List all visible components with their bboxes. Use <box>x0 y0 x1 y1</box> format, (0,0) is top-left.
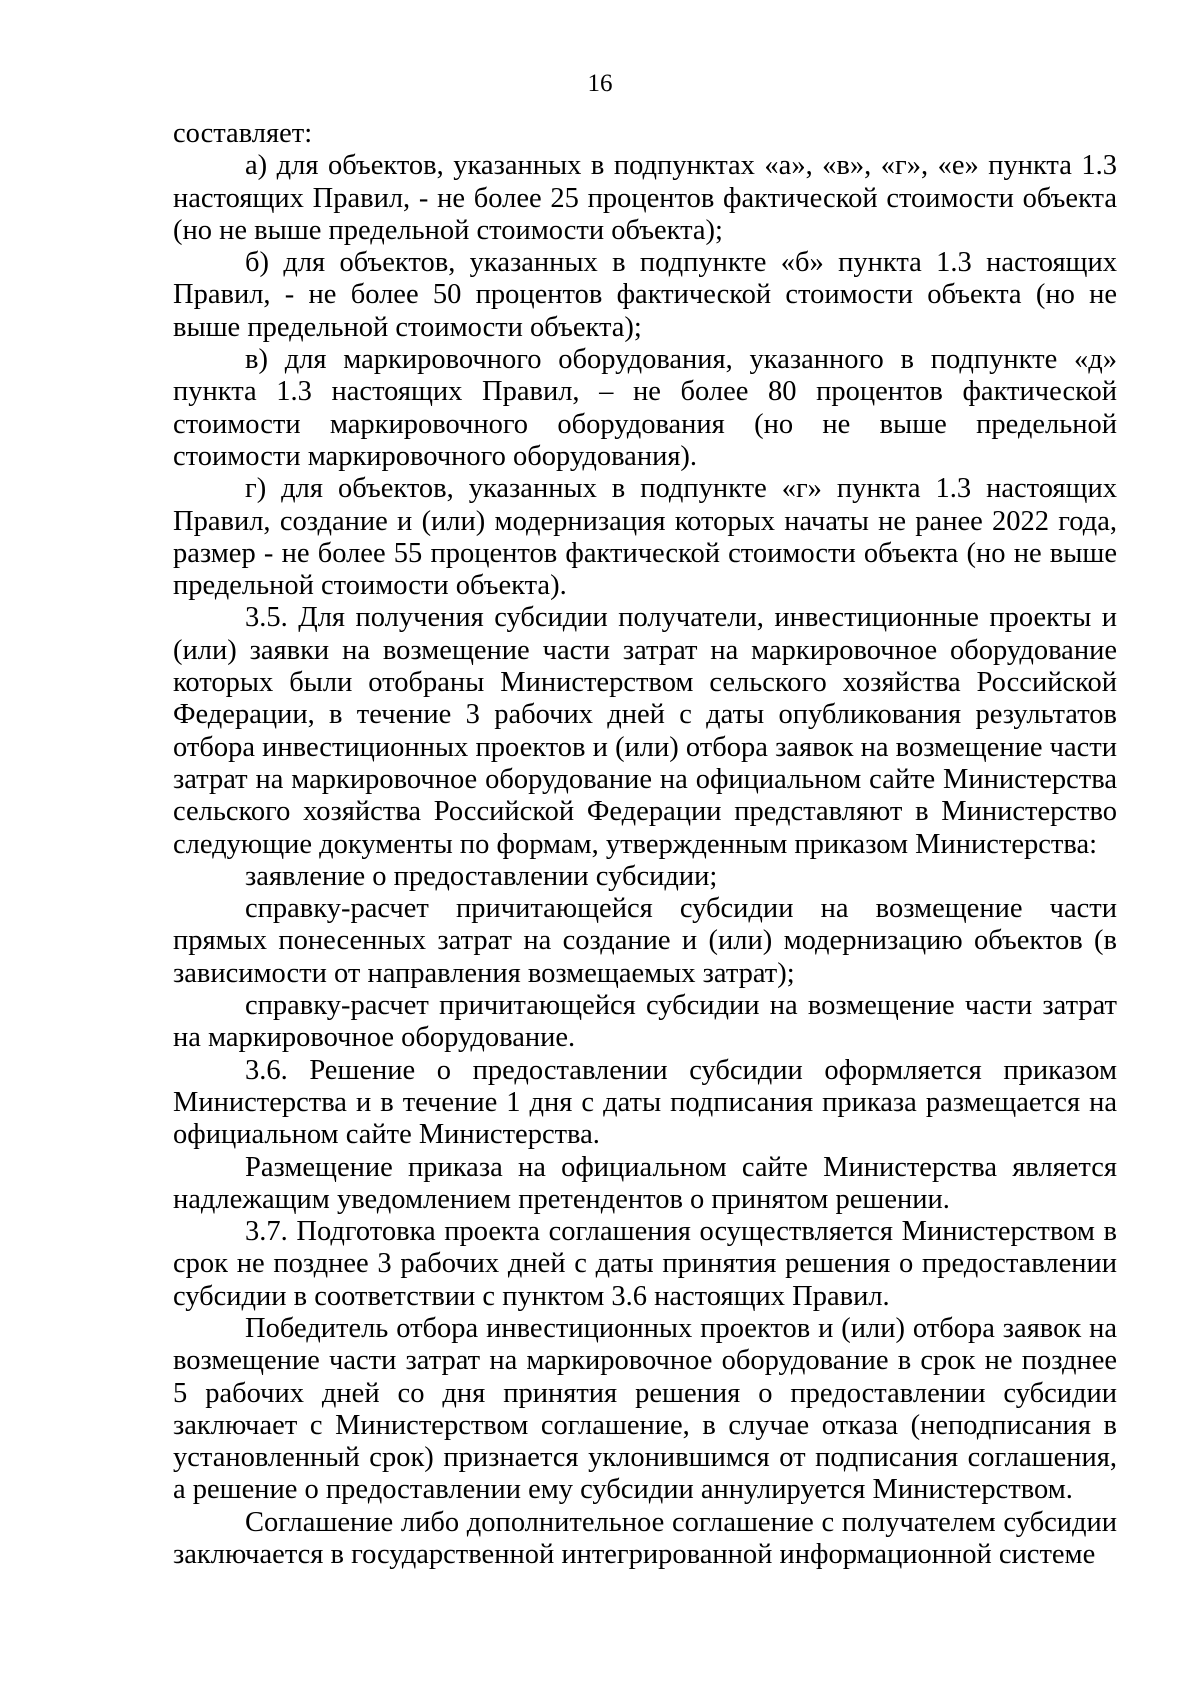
paragraph: г) для объектов, указанных в подпункте «г» пункта 1.3 настоящих Правил, создание и (или) модернизация которых начаты не ранее 2022 года, размер - не более 55 процентов фактической стоимости объекта (но не выше предельной стоимости объекта). <box>173 473 1117 602</box>
document-body <box>173 118 1117 1571</box>
paragraph: заявление о предоставлении субсидии; <box>245 860 718 892</box>
paragraph: 3.5. Для получения субсидии получатели, инвестиционные проекты и (или) заявки на возмещение части затрат на маркировочное оборудование которых были отобраны Министерством сельского хозяйства Российской Федерации, в течение 3 рабочих дней с даты опубликования результатов отбора инвестиционных проектов и (или) отбора заявок на возмещение части затрат на маркировочное оборудование на официальном сайте Министерства сельского хозяйства Российской Федерации представляют в Министерство следующие документы по формам, утвержденным приказом Министерства: <box>173 602 1117 860</box>
paragraph: в) для маркировочного оборудования, указанного в подпункте «д» пункта 1.3 настоящих Правил, – не более 80 процентов фактической стоимости маркировочного оборудования (но не выше предельной стоимости маркировочного оборудования). <box>173 344 1117 472</box>
paragraph: Размещение приказа на официальном сайте Министерства является надлежащим уведомлением претендентов о принятом решении. <box>173 1151 1117 1215</box>
paragraph: Победитель отбора инвестиционных проектов и (или) отбора заявок на возмещение части затрат на маркировочное оборудование в срок не позднее 5 рабочих дней со дня принятия решения о предоставлении субсидии заключает с Министерством соглашение, в случае отказа (неподписания в установленный срок) признается уклонившимся от подписания соглашения, а решение о предоставлении ему субсидии аннулируется Министерством. <box>173 1312 1117 1506</box>
paragraph: составляет: <box>173 118 313 149</box>
paragraph: б) для объектов, указанных в подпункте «б» пункта 1.3 настоящих Правил, - не более 50 процентов фактической стоимости объекта (но не выше предельной стоимости объекта); <box>173 247 1117 343</box>
paragraph: справку-расчет причитающейся субсидии на возмещение части затрат на маркировочное оборудование. <box>173 990 1117 1054</box>
paragraph: 3.6. Решение о предоставлении субсидии оформляется приказом Министерства и в течение 1 дня с даты подписания приказа размещается на официальном сайте Министерства. <box>173 1054 1117 1151</box>
page-number: 16 <box>587 70 613 97</box>
paragraph: Соглашение либо дополнительное соглашение с получателем субсидии заключается в государственной интегрированной информационной системе <box>173 1506 1117 1571</box>
paragraph: справку-расчет причитающейся субсидии на возмещение части прямых понесенных затрат на создание и (или) модернизацию объектов (в зависимости от направления возмещаемых затрат); <box>173 893 1117 989</box>
paragraph: а) для объектов, указанных в подпунктах «а», «в», «г», «е» пункта 1.3 настоящих Правил, - не более 25 процентов фактической стоимости объекта (но не выше предельной стоимости объекта); <box>173 150 1117 246</box>
paragraph: 3.7. Подготовка проекта соглашения осуществляется Министерством в срок не позднее 3 рабочих дней с даты принятия решения о предоставлении субсидии в соответствии с пунктом 3.6 настоящих Правил. <box>173 1216 1117 1312</box>
